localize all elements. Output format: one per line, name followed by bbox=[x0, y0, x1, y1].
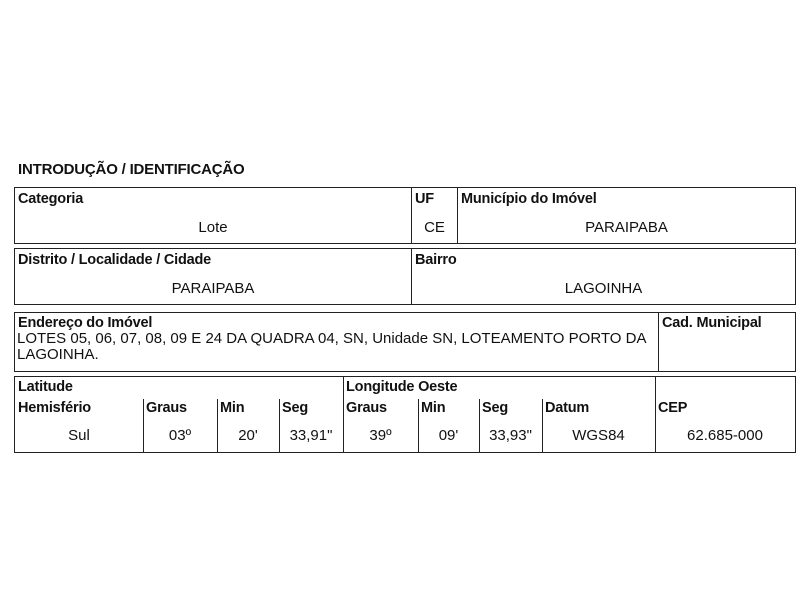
lat-min-label: Min bbox=[220, 400, 245, 416]
lon-seg-value: 33,93" bbox=[489, 427, 532, 444]
lon-seg-label: Seg bbox=[482, 400, 508, 416]
cad-municipal-label: Cad. Municipal bbox=[662, 315, 762, 331]
lon-min-value: 09' bbox=[438, 427, 459, 444]
categoria-cell bbox=[14, 187, 412, 244]
section-title: INTRODUÇÃO / IDENTIFICAÇÃO bbox=[18, 161, 245, 178]
uf-value: CE bbox=[424, 219, 445, 236]
coordinates-row bbox=[14, 376, 796, 453]
divider bbox=[479, 399, 480, 452]
lat-seg-value: 33,91" bbox=[289, 427, 333, 444]
municipio-value: PARAIPABA bbox=[585, 219, 668, 236]
endereco-value: LOTES 05, 06, 07, 08, 09 E 24 DA QUADRA 04, SN, Unidade SN, LOTEAMENTO PORTO DA LAGOINHA. bbox=[17, 330, 646, 363]
distrito-label: Distrito / Localidade / Cidade bbox=[18, 252, 212, 268]
categoria-label: Categoria bbox=[18, 191, 84, 207]
endereco-label: Endereço do Imóvel bbox=[18, 315, 153, 331]
bairro-label: Bairro bbox=[415, 252, 457, 268]
uf-cell bbox=[411, 187, 458, 244]
hemisferio-label: Hemisfério bbox=[18, 400, 91, 416]
uf-label: UF bbox=[415, 191, 434, 207]
cep-label: CEP bbox=[658, 400, 688, 416]
datum-label: Datum bbox=[545, 400, 590, 416]
municipio-cell bbox=[457, 187, 796, 244]
lat-min-value: 20' bbox=[238, 427, 258, 444]
divider bbox=[217, 399, 218, 452]
lon-min-label: Min bbox=[421, 400, 446, 416]
bairro-value: LAGOINHA bbox=[564, 280, 643, 297]
longitude-label: Longitude Oeste bbox=[346, 379, 458, 395]
lat-graus-label: Graus bbox=[146, 400, 187, 416]
distrito-value: PARAIPABA bbox=[171, 280, 255, 297]
lon-graus-value: 39º bbox=[369, 427, 392, 444]
lat-graus-value: 03º bbox=[168, 427, 192, 444]
bairro-cell bbox=[411, 248, 796, 305]
categoria-value: Lote bbox=[198, 219, 228, 236]
divider bbox=[279, 399, 280, 452]
endereco-cell bbox=[14, 312, 659, 372]
latitude-label: Latitude bbox=[18, 379, 73, 395]
datum-value: WGS84 bbox=[572, 427, 625, 444]
distrito-cell bbox=[14, 248, 412, 305]
divider bbox=[418, 399, 419, 452]
lat-seg-label: Seg bbox=[282, 400, 308, 416]
hemisferio-value: Sul bbox=[68, 427, 90, 444]
cad-municipal-cell bbox=[658, 312, 796, 372]
cep-value: 62.685-000 bbox=[687, 427, 763, 444]
lon-graus-label: Graus bbox=[346, 400, 387, 416]
divider bbox=[143, 399, 144, 452]
municipio-label: Município do Imóvel bbox=[461, 191, 597, 207]
divider bbox=[542, 399, 543, 452]
